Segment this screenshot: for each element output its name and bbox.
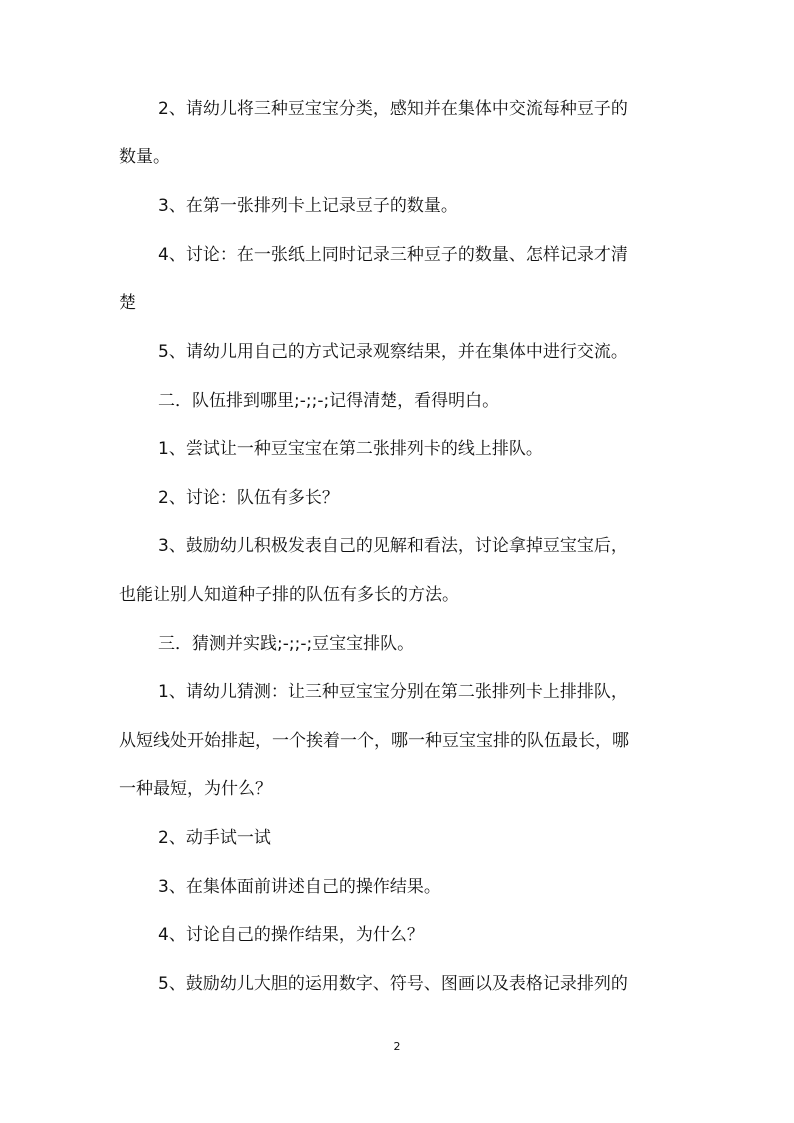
section-heading: 二．队伍排到哪里;-;;-;记得清楚，看得明白。 (158, 391, 500, 411)
paragraph-line: 从短线处开始排起，一个挨着一个，哪一种豆宝宝排的队伍最长，哪 (119, 731, 629, 751)
paragraph-line: 也能让别人知道种子排的队伍有多长的方法。 (119, 585, 459, 605)
paragraph-line: 5、请幼儿用自己的方式记录观察结果，并在集体中进行交流。 (158, 342, 628, 362)
section-heading: 三．猜测并实践;-;;-;豆宝宝排队。 (158, 634, 415, 654)
paragraph-line: 5、鼓励幼儿大胆的运用数字、符号、图画以及表格记录排列的 (158, 974, 628, 994)
paragraph-line: 4、讨论自己的操作结果，为什么？ (158, 925, 424, 945)
paragraph-line: 2、讨论：队伍有多长？ (158, 488, 339, 508)
paragraph-line: 1、请幼儿猜测：让三种豆宝宝分别在第二张排列卡上排排队， (158, 682, 628, 702)
paragraph-line: 一种最短，为什么？ (119, 779, 272, 799)
page-number: 2 (393, 1040, 401, 1053)
paragraph-line: 3、鼓励幼儿积极发表自己的见解和看法，讨论拿掉豆宝宝后， (158, 536, 628, 556)
paragraph-line: 2、请幼儿将三种豆宝宝分类，感知并在集体中交流每种豆子的 (158, 99, 628, 119)
paragraph-line: 数量。 (119, 147, 170, 167)
paragraph-line: 1、尝试让一种豆宝宝在第二张排列卡的线上排队。 (158, 439, 543, 459)
paragraph-line: 3、在集体面前讲述自己的操作结果。 (158, 877, 441, 897)
paragraph-line: 3、在第一张排列卡上记录豆子的数量。 (158, 196, 458, 216)
paragraph-line: 2、动手试一试 (158, 828, 271, 848)
paragraph-line: 4、讨论：在一张纸上同时记录三种豆子的数量、怎样记录才清 (158, 245, 628, 265)
paragraph-line: 楚 (119, 293, 136, 313)
